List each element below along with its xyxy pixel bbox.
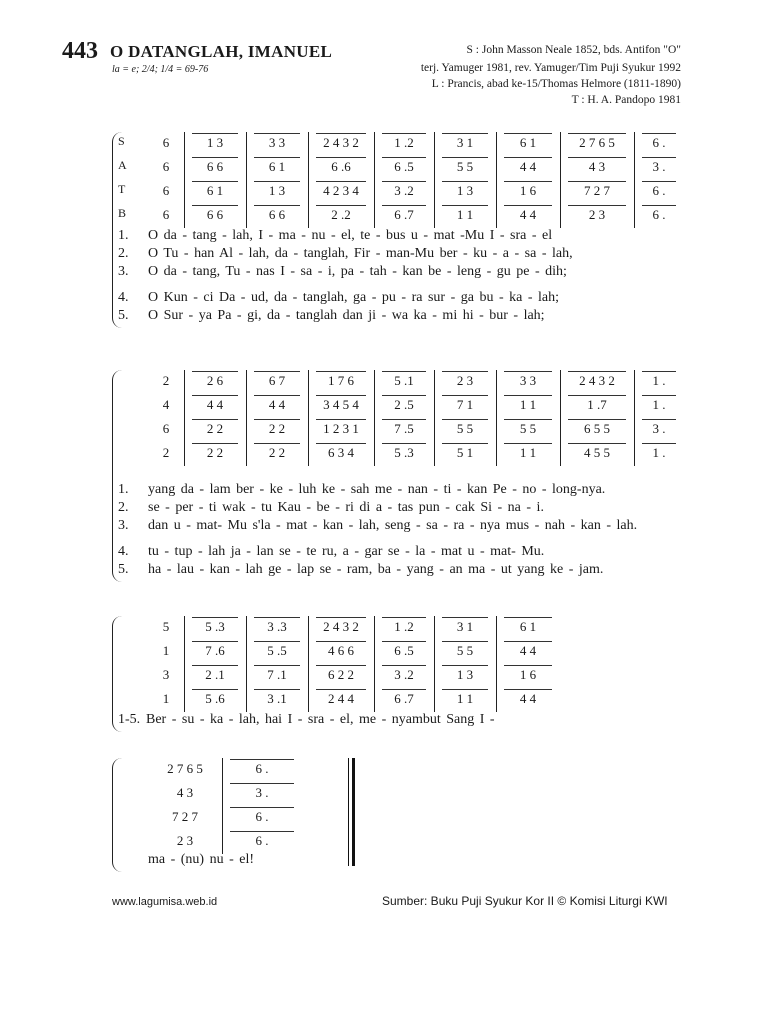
beam-line [642,181,676,182]
note-group: 3 .2 [394,667,414,682]
final-barline [348,758,349,866]
beam-line [230,831,294,832]
beam-line [504,181,552,182]
bar-line [434,616,435,712]
beam-line [316,665,366,666]
lyric-text: ha - lau - kan - lah ge - lap se - ram, ba - yang - an ma - ut yang ke - jam. [148,562,604,577]
beam-line [230,759,294,760]
verse-number: 3. [118,264,129,279]
note-group: 6 . [255,761,269,776]
beam-line [382,617,426,618]
beam-line [192,641,238,642]
note-group: 2 7 6 5 [167,761,203,776]
note-group: 2 4 3 2 [323,135,359,150]
beam-line [254,617,300,618]
note-group: 2 7 6 5 [579,135,615,150]
beam-line [568,205,626,206]
note-group: 7 .1 [267,667,287,682]
beam-line [192,665,238,666]
note-group: 1 .2 [394,619,414,634]
bar-line [308,616,309,712]
beam-line [442,443,488,444]
note-group: 1 2 3 1 [323,421,359,436]
beam-line [642,133,676,134]
note-group: 1 . [652,397,666,412]
note-group: 6 . [255,833,269,848]
note-group: 1 . [652,373,666,388]
note-group: 6 1 [268,159,286,174]
note-group: 3 .2 [394,183,414,198]
note-group: 2 2 [206,421,224,436]
verse-number: 1-5. [118,712,141,727]
beam-line [254,371,300,372]
beam-line [382,419,426,420]
note-group: 4 6 6 [328,643,354,658]
beam-line [442,395,488,396]
note-group: 3 4 5 4 [323,397,359,412]
note-group: 4 [162,397,170,412]
note-group: 4 4 [519,643,537,658]
note-group: 4 5 5 [584,445,610,460]
final-barline [352,758,355,866]
beam-line [442,371,488,372]
beam-line [254,205,300,206]
note-group: 1 . [652,445,666,460]
note-group: 6 . [652,135,666,150]
beam-line [642,443,676,444]
beam-line [442,617,488,618]
beam-line [382,133,426,134]
note-group: 3 . [255,785,269,800]
bar-line [184,370,185,466]
note-group: 2 3 [176,833,194,848]
beam-line [382,443,426,444]
note-group: 1 1 [519,445,537,460]
beam-line [642,395,676,396]
beam-line [568,443,626,444]
beam-line [442,419,488,420]
note-group: 6 3 4 [328,445,354,460]
bar-line [308,370,309,466]
beam-line [230,807,294,808]
tempo-marking: la = e; 2/4; 1/4 = 69-76 [112,64,209,75]
beam-line [382,181,426,182]
beam-line [382,157,426,158]
bar-line [634,370,635,466]
beam-line [382,689,426,690]
beam-line [504,157,552,158]
bar-line [560,132,561,228]
note-group: 5 5 [456,421,474,436]
note-group: 6 . [255,809,269,824]
beam-line [382,371,426,372]
note-group: 6 1 [519,619,537,634]
beam-line [316,641,366,642]
note-group: 2 .2 [331,207,351,222]
beam-line [442,205,488,206]
lyric-text: yang da - lam ber - ke - luh ke - sah me - nan - ti - kan Pe - no - long-nya. [148,482,606,497]
note-group: 4 2 3 4 [323,183,359,198]
verse-number: 2. [118,246,129,261]
note-group: 1 [162,643,170,658]
note-group: 1 6 [519,667,537,682]
note-group: 6 2 2 [328,667,354,682]
beam-line [192,395,238,396]
bar-line [496,370,497,466]
beam-line [504,689,552,690]
note-group: 2 4 3 2 [579,373,615,388]
note-group: 1 1 [456,691,474,706]
beam-line [568,133,626,134]
note-group: 3 . [652,421,666,436]
beam-line [192,181,238,182]
lyric-text: O da - tang - lah, I - ma - nu - el, te - bus u - mat -Mu I - sra - el [148,228,553,243]
bar-line [374,132,375,228]
note-group: 5 5 [456,159,474,174]
note-group: 5 .3 [205,619,225,634]
beam-line [316,689,366,690]
beam-line [642,371,676,372]
beam-line [254,689,300,690]
note-group: 7 .5 [394,421,414,436]
beam-line [568,419,626,420]
beam-line [192,205,238,206]
note-group: 3 [162,667,170,682]
lyric-text: tu - tup - lah ja - lan se - te ru, a - gar se - la - mat u - mat- Mu. [148,544,545,559]
note-group: 1 [162,691,170,706]
lyric-text: se - per - ti wak - tu Kau - be - ri di a - tas pun - cak Si - na - i. [148,500,544,515]
beam-line [316,371,366,372]
beam-line [316,395,366,396]
note-group: 2 6 [206,373,224,388]
note-group: 1 3 [456,183,474,198]
note-group: 5 [162,619,170,634]
note-group: 1 1 [456,207,474,222]
note-group: 6 7 [268,373,286,388]
note-group: 6 . [652,207,666,222]
note-group: 1 .7 [587,397,607,412]
note-group: 4 3 [588,159,606,174]
beam-line [254,419,300,420]
beam-line [442,641,488,642]
verse-number: 4. [118,544,129,559]
credit-text: S : John Masson Neale 1852, bds. Antifon "O" [466,44,681,56]
voice-label: A [118,158,127,172]
beam-line [316,443,366,444]
beam-line [254,443,300,444]
credit-harmony: T : H. A. Pandopo 1981 [571,94,681,106]
credit-melody: L : Prancis, abad ke-15/Thomas Helmore (1811-1890) [431,78,681,90]
note-group: 5 1 [456,445,474,460]
bar-line [374,370,375,466]
note-group: 2 4 4 [328,691,354,706]
note-group: 7 2 7 [584,183,610,198]
beam-line [192,157,238,158]
note-group: 2 .5 [394,397,414,412]
note-group: 4 4 [519,159,537,174]
footer-source: Sumber: Buku Puji Syukur Kor II © Komisi Liturgi KWI [382,894,668,908]
note-group: 6 5 5 [584,421,610,436]
note-group: 7 .6 [205,643,225,658]
bar-line [184,132,185,228]
note-group: 1 3 [206,135,224,150]
note-group: 2 2 [268,445,286,460]
beam-line [316,133,366,134]
bar-line [246,616,247,712]
note-group: 6 .5 [394,643,414,658]
system-brace [112,758,123,872]
beam-line [382,205,426,206]
note-group: 6 .5 [394,159,414,174]
note-group: 4 4 [206,397,224,412]
note-group: 1 1 [519,397,537,412]
bar-line [496,132,497,228]
beam-line [382,641,426,642]
beam-line [230,783,294,784]
bar-line [308,132,309,228]
lyric-text: O Tu - han Al - lah, da - tanglah, Fir - man-Mu ber - ku - a - sa - lah, [148,246,573,261]
note-group: 5 .5 [267,643,287,658]
beam-line [642,157,676,158]
note-group: 4 4 [519,207,537,222]
beam-line [192,133,238,134]
note-group: 1 3 [268,183,286,198]
note-group: 6 .6 [331,159,351,174]
beam-line [568,371,626,372]
beam-line [504,641,552,642]
note-group: 2 [162,373,170,388]
beam-line [192,689,238,690]
beam-line [254,157,300,158]
beam-line [568,395,626,396]
beam-line [192,419,238,420]
note-group: 6 [162,159,170,174]
note-group: 2 [162,445,170,460]
note-group: 3 3 [519,373,537,388]
note-group: 5 .6 [205,691,225,706]
lyric-text: Ber - su - ka - lah, hai I - sra - el, me - nyambut Sang I - [146,712,495,727]
bar-line [374,616,375,712]
hymn-title: O DATANGLAH, IMANUEL [110,42,333,61]
verse-number: 5. [118,562,129,577]
beam-line [254,665,300,666]
beam-line [254,133,300,134]
lyric-text: O Sur - ya Pa - gi, da - tanglah dan ji - wa ka - mi hi - bur - lah; [148,308,545,323]
bar-line [222,758,223,854]
lyric-text: O da - tang, Tu - nas I - sa - i, pa - tah - kan be - leng - gu pe - dih; [148,264,567,279]
verse-number: 3. [118,518,129,533]
bar-line [496,616,497,712]
beam-line [504,133,552,134]
beam-line [192,443,238,444]
beam-line [504,617,552,618]
bar-line [246,132,247,228]
note-group: 6 .7 [394,691,414,706]
note-group: 3 . [652,159,666,174]
note-group: 4 3 [176,785,194,800]
note-group: 6 .7 [394,207,414,222]
beam-line [382,665,426,666]
bar-line [434,370,435,466]
note-group: 6 [162,207,170,222]
note-group: 3 3 [268,135,286,150]
lyric-text: ma - (nu) nu - el! [148,852,255,867]
verse-number: 1. [118,228,129,243]
note-group: 1 3 [456,667,474,682]
beam-line [442,689,488,690]
note-group: 6 [162,183,170,198]
beam-line [316,157,366,158]
note-group: 6 6 [206,159,224,174]
credit-translation: terj. Yamuger 1981, rev. Yamuger/Tim Puji Syukur 1992 [420,62,681,74]
note-group: 3 1 [456,619,474,634]
beam-line [442,181,488,182]
beam-line [504,665,552,666]
beam-line [192,617,238,618]
note-group: 6 6 [268,207,286,222]
voice-label: S [118,134,125,148]
note-group: 7 2 7 [172,809,198,824]
bar-line [434,132,435,228]
note-group: 5 5 [519,421,537,436]
note-group: 5 5 [456,643,474,658]
note-group: 2 2 [268,421,286,436]
note-group: 3 1 [456,135,474,150]
note-group: 3 .1 [267,691,287,706]
beam-line [504,371,552,372]
note-group: 6 [162,421,170,436]
beam-line [504,443,552,444]
beam-line [316,181,366,182]
verse-number: 4. [118,290,129,305]
beam-line [504,419,552,420]
beam-line [504,395,552,396]
note-group: 1 7 6 [328,373,354,388]
note-group: 4 4 [268,397,286,412]
note-group: 6 1 [206,183,224,198]
note-group: 7 1 [456,397,474,412]
note-group: 1 6 [519,183,537,198]
bar-line [634,132,635,228]
beam-line [642,419,676,420]
lyric-text: dan u - mat- Mu s'la - mat - kan - lah, seng - sa - ra - nya mus - nah - kan - lah. [148,518,638,533]
beam-line [382,395,426,396]
note-group: 6 . [652,183,666,198]
voice-label: B [118,206,127,220]
beam-line [568,181,626,182]
verse-number: 2. [118,500,129,515]
note-group: 6 6 [206,207,224,222]
beam-line [642,205,676,206]
beam-line [254,641,300,642]
hymn-number: 443 [62,38,98,64]
note-group: 5 .3 [394,445,414,460]
lyric-text: O Kun - ci Da - ud, da - tanglah, ga - pu - ra sur - ga bu - ka - lah; [148,290,559,305]
note-group: 1 .2 [394,135,414,150]
verse-number: 1. [118,482,129,497]
note-group: 2 3 [456,373,474,388]
note-group: 6 1 [519,135,537,150]
beam-line [504,205,552,206]
note-group: 2 2 [206,445,224,460]
beam-line [316,419,366,420]
note-group: 3 .3 [267,619,287,634]
beam-line [442,133,488,134]
note-group: 5 .1 [394,373,414,388]
beam-line [442,665,488,666]
beam-line [192,371,238,372]
beam-line [316,617,366,618]
beam-line [254,181,300,182]
verse-number: 5. [118,308,129,323]
note-group: 2 3 [588,207,606,222]
footer-url[interactable]: www.lagumisa.web.id [112,896,218,908]
note-group: 2 4 3 2 [323,619,359,634]
bar-line [184,616,185,712]
note-group: 6 [162,135,170,150]
bar-line [560,370,561,466]
voice-label: T [118,182,126,196]
note-group: 2 .1 [205,667,225,682]
note-group: 4 4 [519,691,537,706]
beam-line [316,205,366,206]
beam-line [254,395,300,396]
bar-line [246,370,247,466]
beam-line [568,157,626,158]
beam-line [442,157,488,158]
